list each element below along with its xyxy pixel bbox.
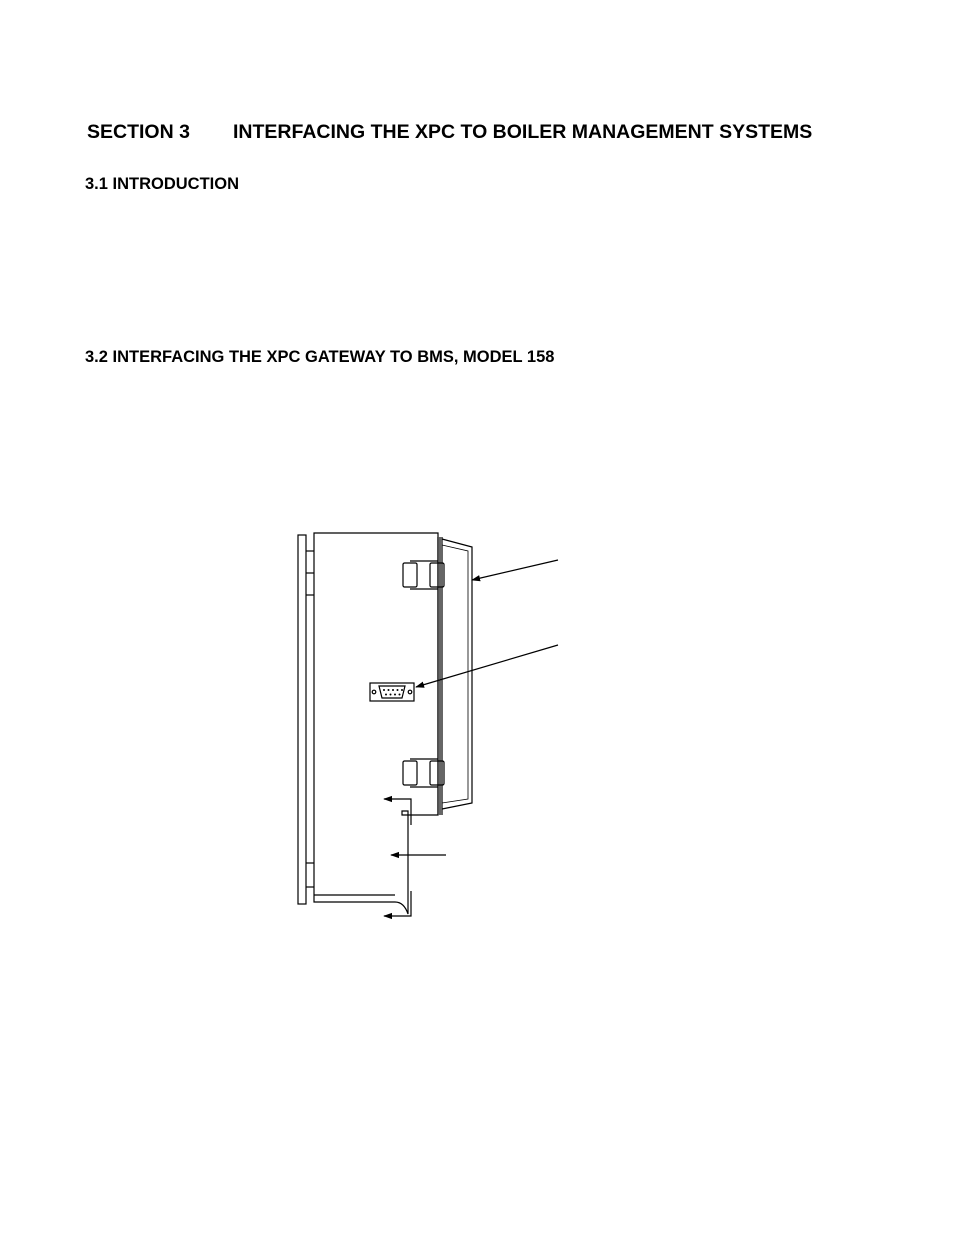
front-bezel (298, 535, 314, 904)
subsection-heading-interfacing-gateway: 3.2 INTERFACING THE XPC GATEWAY TO BMS, MODEL 158 (85, 348, 555, 366)
xpc-gateway-side-view-drawing (290, 525, 570, 925)
subsection-heading-introduction: 3.1 INTRODUCTION (85, 175, 240, 193)
section-number: SECTION 3 (87, 121, 190, 143)
db9-connector (370, 683, 414, 701)
bracket-callout-arrow (472, 560, 558, 580)
connector-callout-arrow (416, 645, 558, 687)
section-cut-arrow-top (384, 799, 411, 825)
section-heading (87, 121, 812, 144)
mounting-bracket (442, 539, 472, 809)
xpc-gateway-side-view-figure (290, 525, 570, 930)
enclosure-body (314, 533, 438, 914)
section-title: INTERFACING THE XPC TO BOILER MANAGEMENT SYSTEMS (233, 121, 813, 143)
